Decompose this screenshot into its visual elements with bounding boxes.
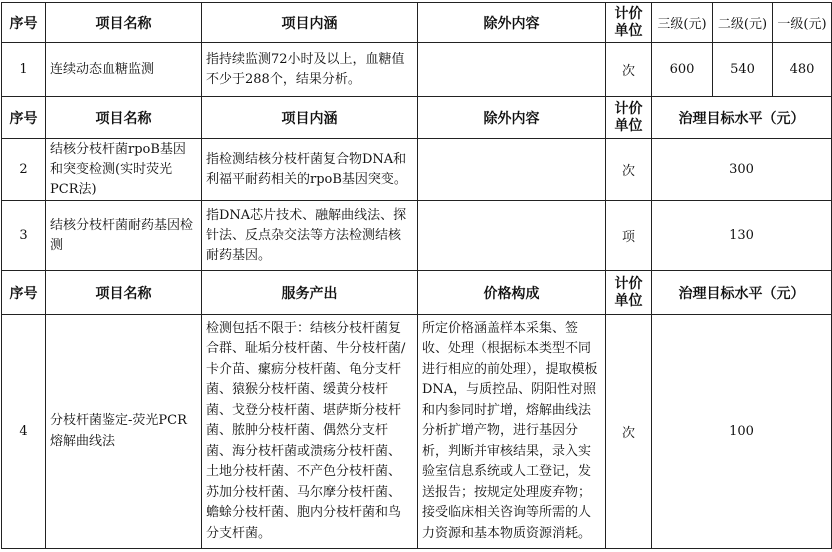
row-target: 300 bbox=[652, 139, 832, 201]
row-name: 结核分枝杆菌耐药基因检测 bbox=[46, 201, 202, 271]
row-output: 检测包括不限于：结核分枝杆菌复合群、耻垢分枝杆菌、牛分枝杆菌/卡介苗、瘰疬分枝杆菌、龟分支杆菌、猿猴分枝杆菌、缓黄分枝杆菌、戈登分枝杆菌、堪萨斯分枝杆菌、脓肿分枝杆菌、偶然分支杆菌、海分枝杆菌或溃疡分枝杆菌、土地分枝杆菌、不产色分枝杆菌、苏加分枝杆菌、马尔摩分枝杆菌、蟾蜍分枝杆菌、胞内分枝杆菌和鸟分支杆菌。 bbox=[202, 315, 418, 549]
header-seq: 序号 bbox=[2, 271, 46, 315]
row-excluded bbox=[418, 139, 606, 201]
row-excluded bbox=[418, 43, 606, 97]
header-level-1: 一级(元) bbox=[773, 3, 832, 43]
header-seq: 序号 bbox=[2, 3, 46, 43]
row-seq: 4 bbox=[2, 315, 46, 549]
row-price-level-2: 540 bbox=[713, 43, 773, 97]
header-row-2 bbox=[2, 97, 832, 139]
row-target: 130 bbox=[652, 201, 832, 271]
header-unit: 计价单位 bbox=[606, 97, 652, 139]
header-row-3 bbox=[2, 271, 832, 315]
header-level-2: 二级(元) bbox=[713, 3, 773, 43]
header-name: 项目名称 bbox=[46, 271, 202, 315]
header-excluded: 除外内容 bbox=[418, 97, 606, 139]
row-seq: 1 bbox=[2, 43, 46, 97]
header-composition: 价格构成 bbox=[418, 271, 606, 315]
header-name: 项目名称 bbox=[46, 97, 202, 139]
table-row bbox=[2, 43, 832, 97]
row-unit: 项 bbox=[606, 201, 652, 271]
header-target: 治理目标水平（元） bbox=[652, 97, 832, 139]
row-unit: 次 bbox=[606, 139, 652, 201]
row-name: 结核分枝杆菌rpoB基因和突变检测(实时荧光PCR法) bbox=[46, 139, 202, 201]
header-level-3: 三级(元) bbox=[652, 3, 713, 43]
header-excluded: 除外内容 bbox=[418, 3, 606, 43]
header-unit: 计价单位 bbox=[606, 271, 652, 315]
row-price-level-3: 600 bbox=[652, 43, 713, 97]
row-composition: 所定价格涵盖样本采集、签收、处理（根据标本类型不同进行相应的前处理），提取模板DNA，与质控品、阴阳性对照和内参同时扩增，熔解曲线法分析扩增产物，进行基因分析，判断并审核结果，录入实验室信息系统或人工登记，发送报告；按规定处理废弃物；接受临床相关咨询等所需的人力资源和基本物质资源消耗。 bbox=[418, 315, 606, 549]
header-content: 项目内涵 bbox=[202, 97, 418, 139]
header-name: 项目名称 bbox=[46, 3, 202, 43]
row-seq: 3 bbox=[2, 201, 46, 271]
header-content: 项目内涵 bbox=[202, 3, 418, 43]
row-content: 指DNA芯片技术、融解曲线法、探针法、反点杂交法等方法检测结核耐药基因。 bbox=[202, 201, 418, 271]
header-seq: 序号 bbox=[2, 97, 46, 139]
row-excluded bbox=[418, 201, 606, 271]
row-content: 指检测结核分枝杆菌复合物DNA和利福平耐药相关的rpoB基因突变。 bbox=[202, 139, 418, 201]
row-name: 分枝杆菌鉴定-荧光PCR熔解曲线法 bbox=[46, 315, 202, 549]
header-output: 服务产出 bbox=[202, 271, 418, 315]
row-target: 100 bbox=[652, 315, 832, 549]
header-row-1 bbox=[2, 3, 832, 43]
row-price-level-1: 480 bbox=[773, 43, 832, 97]
header-target: 治理目标水平（元） bbox=[652, 271, 832, 315]
price-table bbox=[1, 2, 832, 549]
header-unit: 计价单位 bbox=[606, 3, 652, 43]
row-unit: 次 bbox=[606, 315, 652, 549]
row-seq: 2 bbox=[2, 139, 46, 201]
row-name: 连续动态血糖监测 bbox=[46, 43, 202, 97]
row-content: 指持续监测72小时及以上，血糖值不少于288个，结果分析。 bbox=[202, 43, 418, 97]
table-row bbox=[2, 315, 832, 549]
table-row bbox=[2, 201, 832, 271]
row-unit: 次 bbox=[606, 43, 652, 97]
table-row bbox=[2, 139, 832, 201]
